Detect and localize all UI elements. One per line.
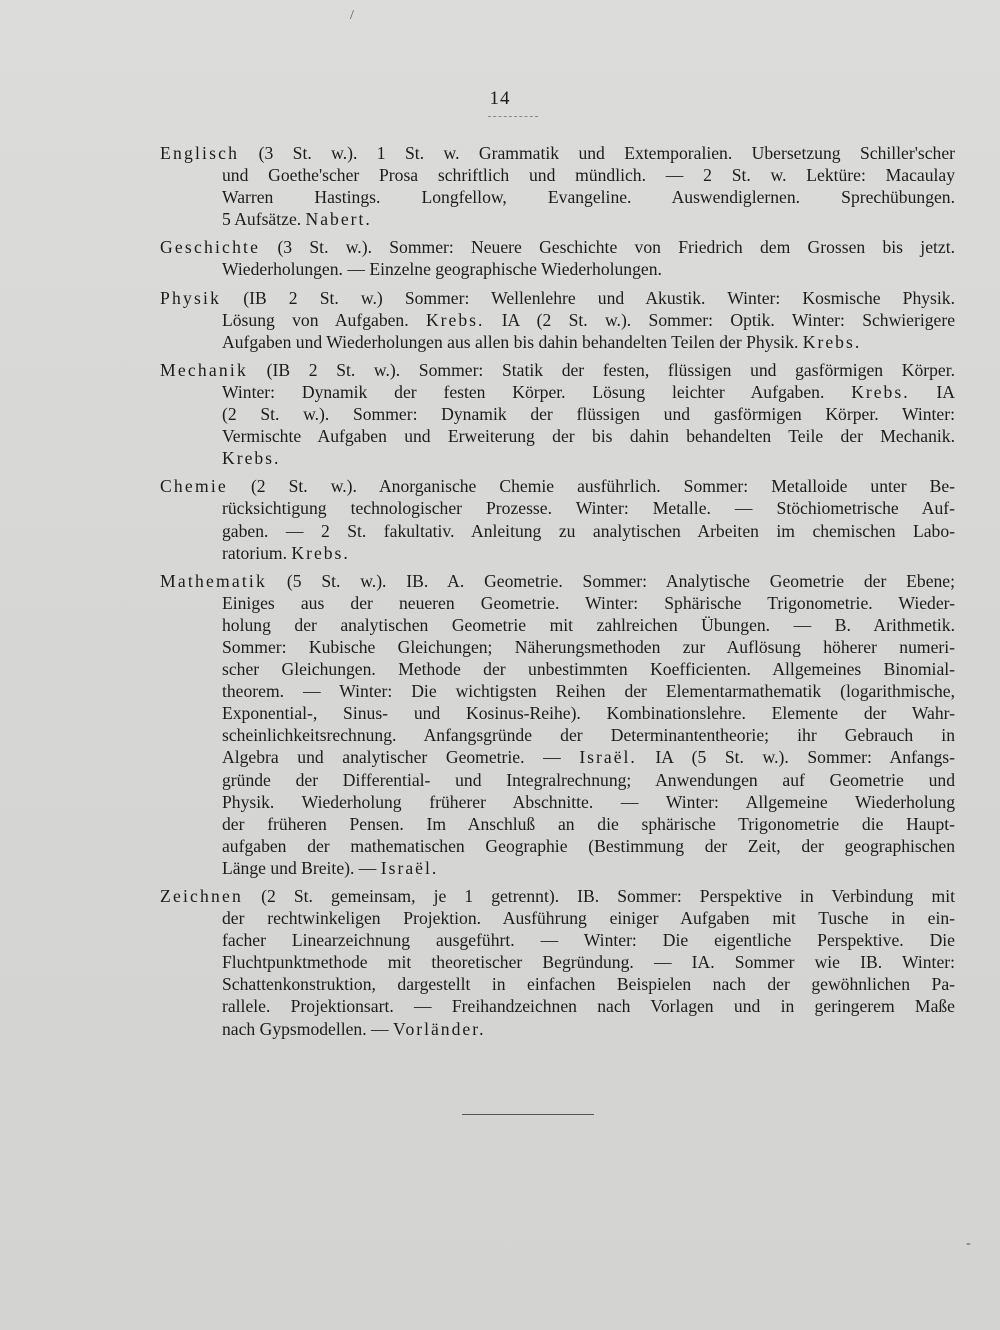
teacher-name: Nabert. [305, 209, 372, 230]
page-number-underline [488, 116, 538, 117]
entry-mathematik: Mathematik (5 St. w.). IB. A. Geometrie. Sommer: Analytische Geometrie der Ebene; Einiges aus der neueren Geometrie. Winter: Sphärische Trigonometrie. Wieder- holung der analytischen Geometrie mit zahlreichen Übungen. — B. Arithmetik. Sommer: Kubische Gleichungen; Näherungsmethoden zur Auflösung höherer numeri- scher Gleichungen. Methode der unbestimmten Koefficienten. Allgemeines Binomial- theorem. — Winter: Die wichtigsten Reihen der Elementarmathematik (logarithmische, Exponential-, Sinus- und Kosinus-Reihe). Kombinationslehre. Elemente der Wahr- scheinlichkeitsrechnung. Anfangsgründe der Determinantentheorie; ihr Gebrauch in Algebra und analytischer Geometrie. — Israël. IA (5 St. w.). Sommer: Anfangs- gründe der Differential- und Integralrechnung; Anwendungen auf Geometrie und Physik. Wiederholung früherer Abschnitte. — Winter: Allgemeine Wiederholung der früheren Pensen. Im Anschluß an die sphärische Trigonometrie die Haupt- aufgaben der mathematischen Geographie (Bestimmung der Zeit, der geographischen Länge und Breite). — Israël. [160, 570, 955, 878]
subject-physik: Physik [160, 287, 222, 308]
subject-englisch: Englisch [160, 143, 240, 163]
subject-mechanik: Mechanik [160, 359, 248, 380]
entry-geschichte: Geschichte (3 St. w.). Sommer: Neuere Geschichte von Friedrich dem Grossen bis jetzt. Wiederholungen. — Einzelne geographische Wiederholungen. [160, 237, 955, 280]
bottom-margin-mark: - [966, 1236, 971, 1251]
closing-rule [462, 1114, 594, 1115]
teacher-name: Krebs. [802, 331, 862, 352]
top-pencil-mark: / [350, 8, 354, 23]
subject-chemie: Chemie [160, 476, 228, 497]
page-number: 14 [489, 88, 511, 109]
entry-mechanik: Mechanik (IB 2 St. w.). Sommer: Statik der festen, flüssigen und gasförmigen Körper. Winter: Dynamik der festen Körper. Lösung leichter Aufgaben. Krebs. IA (2 St. w.). Sommer: Dynamik der flüssigen und gasförmigen Körper. Winter: Vermischte Aufgaben und Erweiterung der bis dahin behandelten Teile der Mechanik. Krebs. [160, 359, 956, 469]
teacher-name: Krebs. [851, 381, 910, 402]
teacher-name: Krebs. [291, 542, 350, 563]
subject-zeichnen: Zeichnen [160, 886, 244, 906]
entry-englisch: Englisch (3 St. w.). 1 St. w. Grammatik und Extemporalien. Ubersetzung Schiller'scher und Goethe'scher Prosa schriftlich und mündlich. — 2 St. w. Lektüre: Macaulay Warren Hastings. Longfellow, Evangeline. Auswendiglernen. Sprechübungen. 5 Aufsätze. Nabert. [160, 143, 955, 230]
subject-geschichte: Geschichte [160, 237, 261, 258]
teacher-name: Vorländer. [393, 1018, 486, 1039]
entry-zeichnen: Zeichnen (2 St. gemeinsam, je 1 getrennt). IB. Sommer: Perspektive in Verbindung mit der rechtwinkeligen Projektion. Ausführung einiger Aufgaben mit Tusche in ein- facher Linearzeichnung ausgeführt. — Winter: Die eigentliche Perspektive. Die Fluchtpunktmethode mit theoretischer Begründung. — IA. Sommer wie IB. Winter: Schattenkonstruktion, dargestellt in einfachen Beispielen nach der gewöhnlichen Pa- rallele. Projektionsart. — Freihandzeichnen nach Vorlagen und in geringerem Maße nach Gypsmodellen. — Vorländer. [160, 886, 955, 1039]
teacher-name: Krebs. [222, 448, 281, 469]
teacher-name: Krebs. [425, 309, 485, 330]
teacher-name: Israël. [380, 857, 439, 878]
subject-mathematik: Mathematik [160, 570, 268, 591]
curriculum-text [160, 142, 955, 1046]
entry-chemie: Chemie (2 St. w.). Anorganische Chemie ausführlich. Sommer: Metalloide unter Be- rücksichtigung technologischer Prozesse. Winter: Metalle. — Stöchiometrische Auf- gaben. — 2 St. fakultativ. Anleitung zu analytischen Arbeiten im chemischen Labo- ratorium. Krebs. [160, 476, 955, 563]
teacher-name: Israël. [579, 747, 637, 768]
entry-physik: Physik (IB 2 St. w.) Sommer: Wellenlehre und Akustik. Winter: Kosmische Physik. Lösung von Aufgaben. Krebs. IA (2 St. w.). Sommer: Optik. Winter: Schwierigere Aufgaben und Wiederholungen aus allen bis dahin behandelten Teilen der Physik. Krebs. [160, 287, 956, 352]
